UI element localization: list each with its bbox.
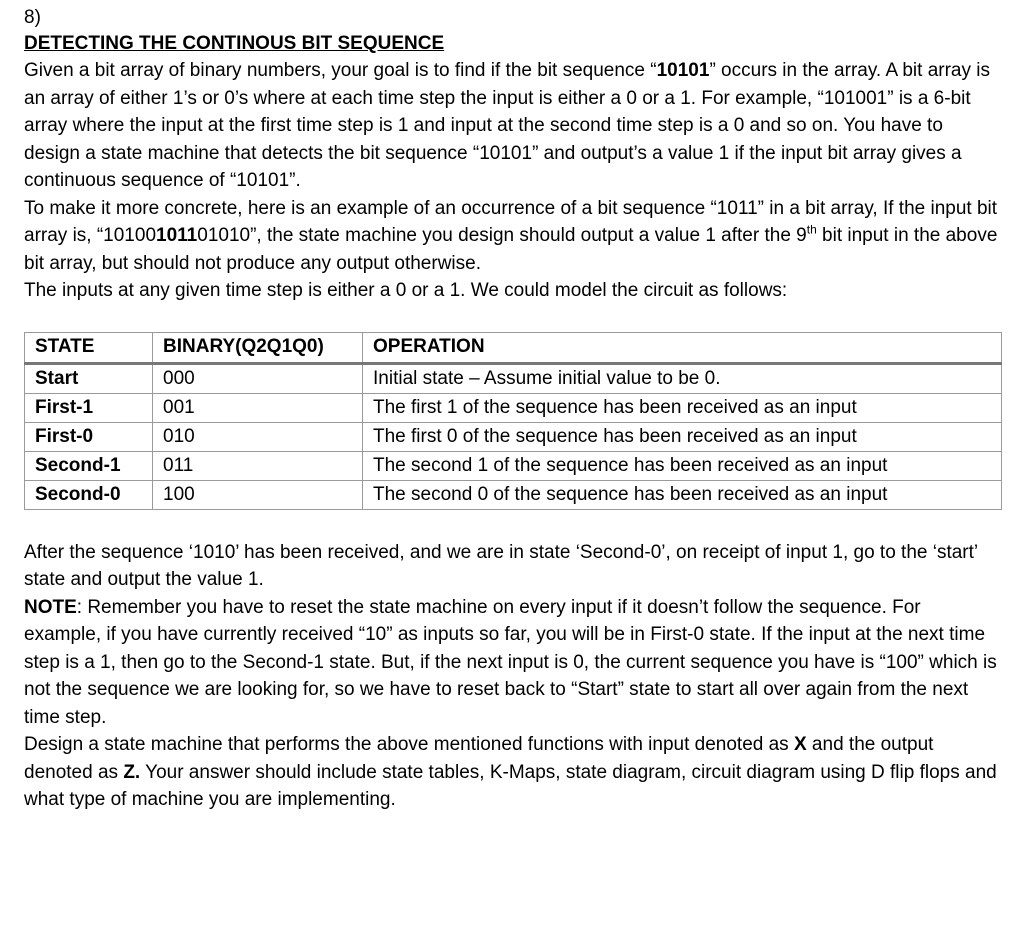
state-table — [24, 332, 1002, 510]
cell-operation: The second 0 of the sequence has been received as an input — [363, 480, 1002, 509]
cell-binary: 011 — [153, 451, 363, 480]
table-row — [25, 393, 1002, 422]
cell-operation: The first 1 of the sequence has been received as an input — [363, 393, 1002, 422]
intro-paragraph-3: The inputs at any given time step is either a 0 or a 1. We could model the circuit as follows: — [24, 280, 788, 301]
after-paragraph: After the sequence ‘1010’ has been received, and we are in state ‘Second-0’, on receipt of input 1, go to the ‘start’ state and output the value 1. — [24, 541, 978, 590]
output-symbol: Z. — [123, 761, 141, 783]
table-header-row — [25, 332, 1002, 363]
cell-operation: The second 1 of the sequence has been received as an input — [363, 451, 1002, 480]
header-operation: OPERATION — [363, 332, 1002, 363]
cell-state: Second-0 — [25, 480, 153, 509]
header-binary: BINARY(Q2Q1Q0) — [153, 332, 363, 363]
note-paragraph: NOTE: Remember you have to reset the state machine on every input if it doesn’t follow the sequence. For example, if you have currently received “10” as inputs so far, you will be in First-0 state. If the input at the next time step is a 1, then go to the Second-1 state. But, if the next input is 0, the current sequence you have is “100” which is not the sequence we are looking for, so we have to reset back to “Start” state to start all over again from the next time step. — [24, 596, 997, 728]
cell-state: First-1 — [25, 393, 153, 422]
table-row — [25, 451, 1002, 480]
cell-binary: 010 — [153, 422, 363, 451]
target-sequence: 10101 — [656, 60, 710, 81]
table-row — [25, 363, 1002, 393]
table-row — [25, 422, 1002, 451]
cell-operation: Initial state – Assume initial value to be 0. — [363, 363, 1002, 393]
header-state: STATE — [25, 332, 153, 363]
input-symbol: X — [793, 734, 807, 755]
cell-state: First-0 — [25, 422, 153, 451]
intro-paragraph-1: Given a bit array of binary numbers, your goal is to find if the bit sequence “10101” occurs in the array. A bit array is an array of either 1’s or 0’s where at each time step the input is either a 0 or a 1. For example, “101001” is a 6-bit array where the input at the first time step is 1 and input at the second time step is a 0 and so on. You have to design a state machine that detects the bit sequence “10101” and output’s a value 1 if the input bit array gives a continuous sequence of “10101”. — [24, 60, 990, 191]
cell-state: Start — [25, 363, 153, 393]
section-heading: DETECTING THE CONTINOUS BIT SEQUENCE — [24, 33, 445, 54]
highlighted-bits: 1011 — [156, 225, 198, 246]
cell-operation: The first 0 of the sequence has been received as an input — [363, 422, 1002, 451]
cell-binary: 100 — [153, 480, 363, 509]
cell-state: Second-1 — [25, 451, 153, 480]
cell-binary: 001 — [153, 393, 363, 422]
question-number: 8) — [24, 7, 41, 28]
table-row — [25, 480, 1002, 509]
ordinal-suffix: th — [806, 222, 817, 237]
intro-paragraph-2: To make it more concrete, here is an example of an occurrence of a bit sequence “1011” in a bit array, If the input bit array is, “10100101101010”, the state machine you design should output a value 1 after the 9th bit input in the above bit array, but should not produce any output otherwise. — [24, 197, 998, 274]
cell-binary: 000 — [153, 363, 363, 393]
note-label: NOTE — [24, 596, 77, 618]
design-paragraph: Design a state machine that performs the above mentioned functions with input denoted as X and the output denoted as Z. Your answer should include state tables, K-Maps, state diagram, circuit diagram using D flip flops and what type of machine you are implementing. — [24, 734, 997, 810]
